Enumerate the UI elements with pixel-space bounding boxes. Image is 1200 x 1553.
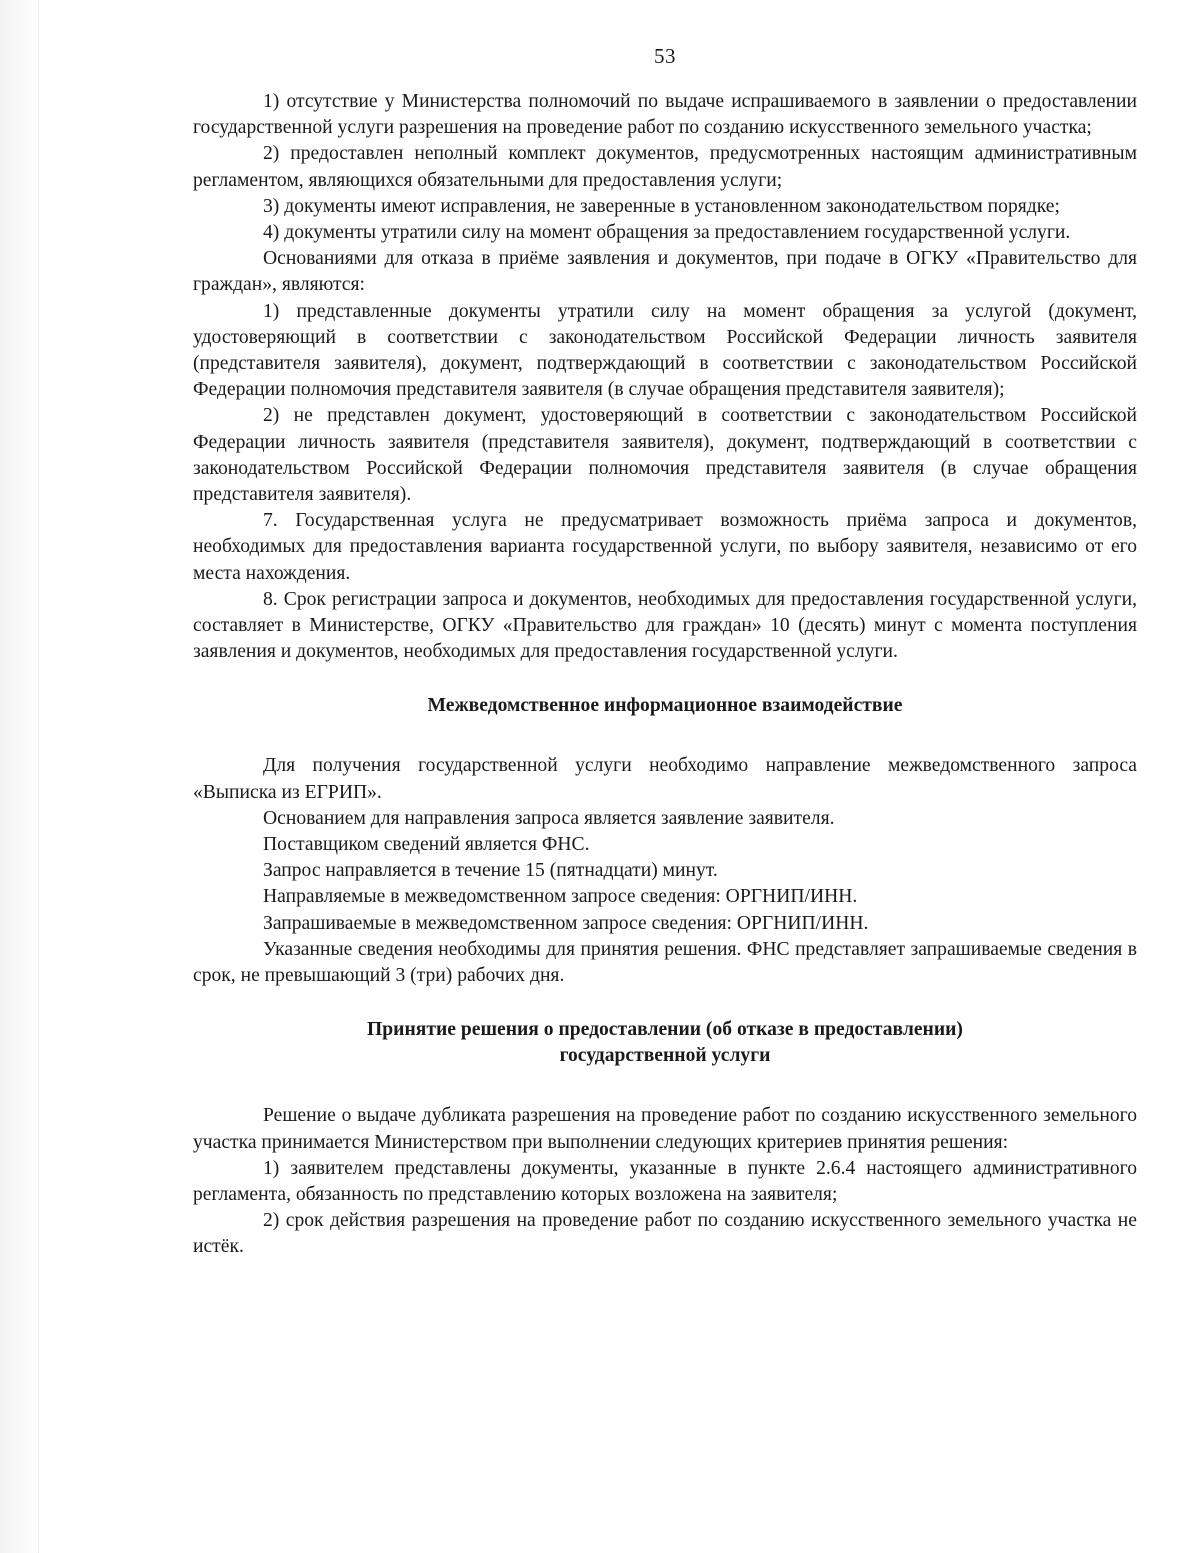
paragraph: Запрос направляется в течение 15 (пятнадцати) минут. <box>263 860 718 882</box>
document-page <box>193 44 1137 1261</box>
section-heading-decision <box>193 1017 1137 1069</box>
section-heading-decision-line1: Принятие решения о предоставлении (об отказе в предоставлении) <box>367 1019 963 1041</box>
paragraph: 3) документы имеют исправления, не заверенные в установленном законодательством порядке; <box>263 195 1060 217</box>
paragraph: 1) представленные документы утратили силу на момент обращения за услугой (документ, удостоверяющий в соответствии с законодательством Российской Федерации личность заявителя (представителя заявителя), документ, подтверждающий в соответствии с законодательством Российской Федерации полномочия представителя заявителя (в случае обращения представителя заявителя); <box>193 300 1137 401</box>
paragraph: 7. Государственная услуга не предусматривает возможность приёма запроса и документов, необходимых для предоставления варианта государственной услуги, по выбору заявителя, независимо от его места нахождения. <box>193 510 1137 584</box>
scan-page-edge <box>0 0 39 1553</box>
paragraph: Направляемые в межведомственном запросе сведения: ОРГНИП/ИНН. <box>263 886 858 908</box>
paragraph: Поставщиком сведений является ФНС. <box>263 834 590 856</box>
section-heading-interagency: Межведомственное информационное взаимодействие <box>427 695 903 717</box>
paragraph: 2) не представлен документ, удостоверяющий в соответствии с законодательством Российской Федерации личность заявителя (представителя заявителя), документ, подтверждающий в соответствии с законодательством Российской Федерации полномочия представителя заявителя (в случае обращения представителя заявителя). <box>193 405 1137 506</box>
paragraph: 1) отсутствие у Министерства полномочий по выдаче испрашиваемого в заявлении о предоставлении государственной услуги разрешения на проведение работ по созданию искусственного земельного участка; <box>193 91 1137 139</box>
paragraph: 1) заявителем представлены документы, указанные в пункте 2.6.4 настоящего административного регламента, обязанность по представлению которых возложена на заявителя; <box>193 1157 1137 1205</box>
paragraph: Основаниями для отказа в приёме заявления и документов, при подаче в ОГКУ «Правительство для граждан», являются: <box>193 248 1137 296</box>
paragraph: 2) срок действия разрешения на проведение работ по созданию искусственного земельного участка не истёк. <box>193 1210 1137 1258</box>
paragraph: 2) предоставлен неполный комплект документов, предусмотренных настоящим административным регламентом, являющихся обязательными для предоставления услуги; <box>193 143 1137 191</box>
section-heading-decision-line2: государственной услуги <box>559 1045 771 1067</box>
paragraph: Указанные сведения необходимы для принятия решения. ФНС представляет запрашиваемые сведения в срок, не превышающий 3 (три) рабочих дня. <box>193 938 1137 987</box>
paragraph: Основанием для направления запроса является заявление заявителя. <box>263 807 835 829</box>
paragraph: Для получения государственной услуги необходимо направление межведомственного запроса «Выписка из ЕГРИП». <box>193 755 1137 803</box>
paragraph: Запрашиваемые в межведомственном запросе сведения: ОРГНИП/ИНН. <box>263 912 869 934</box>
paragraph: Решение о выдаче дубликата разрешения на проведение работ по созданию искусственного земельного участка принимается Министерством при выполнении следующих критериев принятия решения: <box>193 1105 1137 1153</box>
page-number: 53 <box>654 44 676 68</box>
paragraph: 4) документы утратили силу на момент обращения за предоставлением государственной услуги. <box>263 222 1071 244</box>
paragraph: 8. Срок регистрации запроса и документов, необходимых для предоставления государственной услуги, составляет в Министерстве, ОГКУ «Правительство для граждан» 10 (десять) минут с момента поступления заявления и документов, необходимых для предоставления государственной услуги. <box>193 588 1137 663</box>
